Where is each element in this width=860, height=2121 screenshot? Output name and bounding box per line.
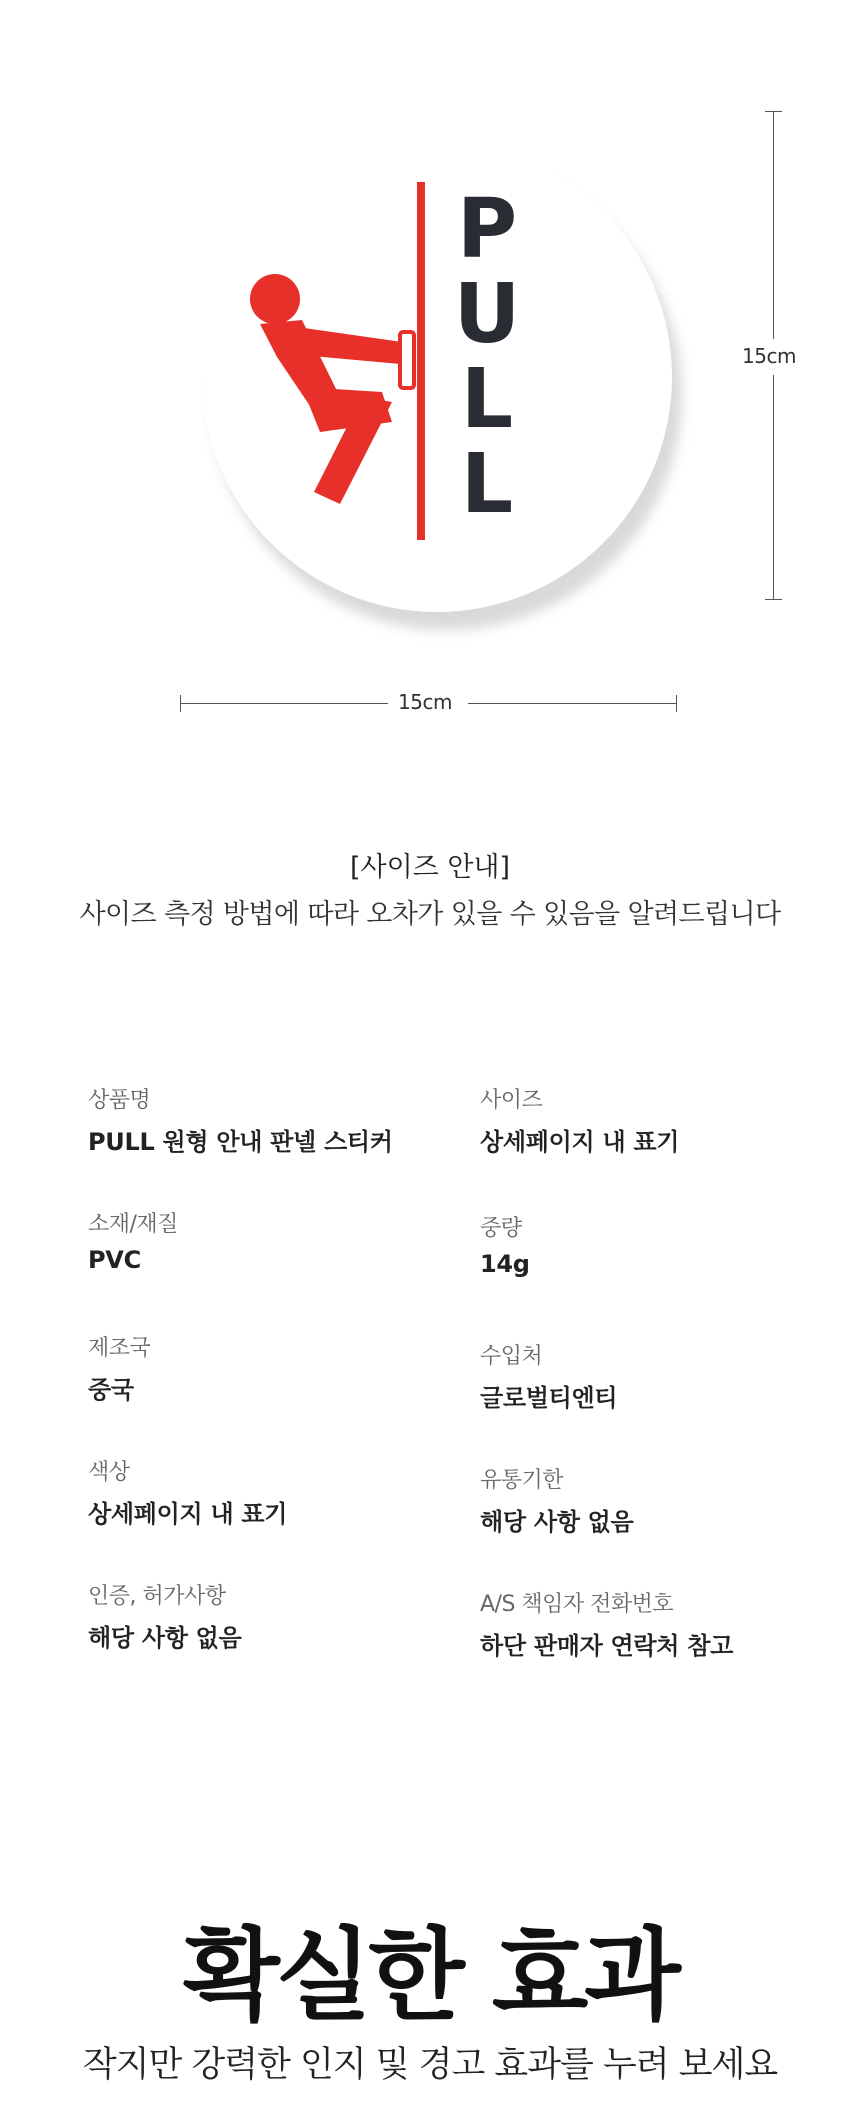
spec-value-size: 상세페이지 내 표기: [480, 1128, 680, 1156]
spec-label-material: 소재/재질: [88, 1212, 178, 1237]
spec-label-size: 사이즈: [480, 1088, 543, 1113]
height-dimension-cap-top: [765, 111, 782, 112]
spec-value-material: PVC: [88, 1246, 141, 1274]
letter-l1: L: [460, 352, 514, 447]
spec-value-importer: 글로벌티엔티: [480, 1384, 618, 1412]
spec-value-expiration: 해당 사항 없음: [480, 1508, 634, 1536]
spec-value-color: 상세페이지 내 표기: [88, 1500, 288, 1528]
spec-label-certification: 인증, 허가사항: [88, 1584, 226, 1609]
pull-letters: [454, 182, 521, 532]
spec-value-product-name: PULL 원형 안내 판넬 스티커: [88, 1128, 393, 1156]
hero-subtitle: 작지만 강력한 인지 및 경고 효과를 누려 보세요: [82, 2045, 778, 2085]
spec-label-expiration: 유통기한: [480, 1468, 564, 1493]
spec-value-as-contact: 하단 판매자 연락처 참고: [480, 1632, 734, 1660]
spec-label-weight: 중량: [480, 1216, 522, 1241]
spec-value-country: 중국: [88, 1376, 134, 1404]
letter-p: P: [456, 182, 518, 277]
door-edge-line: [417, 182, 425, 540]
width-dimension-cap-right: [676, 695, 677, 712]
width-dimension-label: 15cm: [398, 690, 452, 714]
spec-label-as-contact: A/S 책임자 전화번호: [480, 1592, 674, 1617]
height-dimension-line-top: [773, 111, 774, 339]
height-dimension-label: 15cm: [742, 344, 796, 368]
spec-label-country: 제조국: [88, 1336, 151, 1361]
pull-sign-graphic: [202, 142, 672, 612]
spec-label-importer: 수입처: [480, 1344, 543, 1369]
spec-value-weight: 14g: [480, 1250, 530, 1278]
width-dimension-line-right: [468, 703, 676, 704]
height-dimension-line-bottom: [773, 375, 774, 599]
spec-value-certification: 해당 사항 없음: [88, 1624, 242, 1652]
person-pulling-door-icon: [250, 274, 414, 510]
width-dimension-line-left: [180, 703, 388, 704]
letter-l2: L: [460, 437, 514, 532]
spec-label-product-name: 상품명: [88, 1088, 151, 1113]
spec-label-color: 색상: [88, 1460, 130, 1485]
size-notice-description: 사이즈 측정 방법에 따라 오차가 있을 수 있음을 알려드립니다: [79, 899, 781, 930]
size-notice-title: [사이즈 안내]: [349, 852, 511, 883]
hero-title: 확실한 효과: [183, 1917, 677, 2034]
height-dimension-cap-bottom: [765, 599, 782, 600]
width-dimension-cap-left: [180, 695, 181, 712]
letter-u: U: [453, 267, 521, 362]
